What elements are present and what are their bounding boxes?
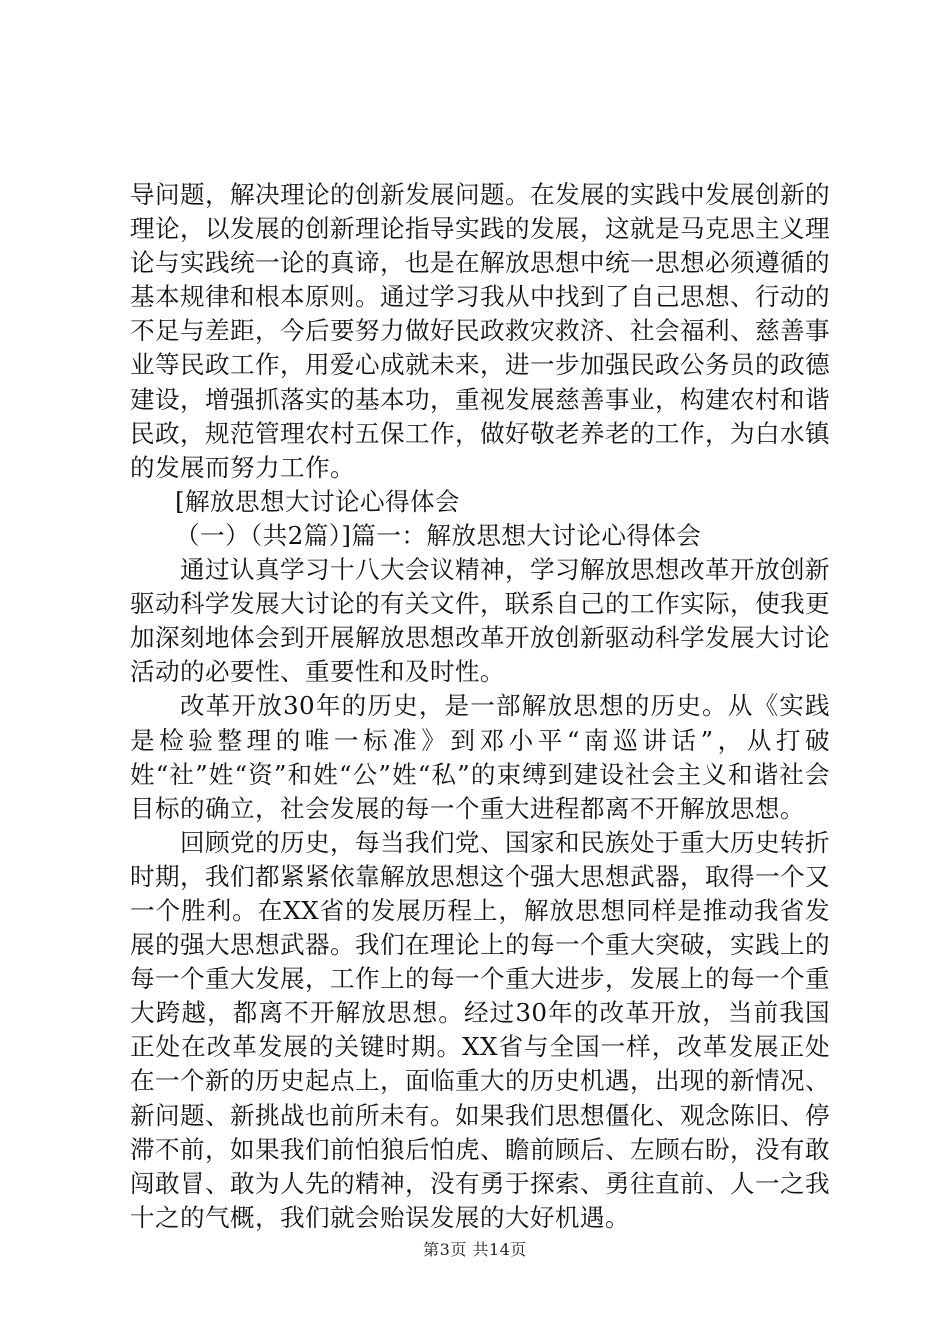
paragraph-party-history: 回顾党的历史，每当我们党、国家和民族处于重大历史转折时期，我们都紧紧依靠解放思想这个强大思想武器，取得一个又一个胜利。在XX省的发展历程上，解放思想同样是推动我省发展的强大思想武器。我们在理论上的每一个重大突破，实践上的每一个重大发展，工作上的每一个重大进步，发展上的每一个重大跨越，都离不开解放思想。经过30年的改革开放，当前我国正处在改革发展的关键时期。XX省与全国一样，改革发展正处在一个新的历史起点上，面临重大的历史机遇，出现的新情况、新问题、新挑战也前所未有。如果我们思想僵化、观念陈旧、停滞不前，如果我们前怕狼后怕虎、瞻前顾后、左顾右盼，没有敢闯敢冒、敢为人先的精神，没有勇于探索、勇往直前、人一之我十之的气概，我们就会贻误发展的大好机遇。 bbox=[130, 827, 830, 1232]
document-body bbox=[130, 178, 830, 1235]
article-title-line-1: [解放思想大讨论心得体会 bbox=[175, 486, 460, 516]
paragraph-reform-history: 改革开放30年的历史，是一部解放思想的历史。从《实践是检验整理的唯一标准》到邓小平“南巡讲话”，从打破姓“社”姓“资”和姓“公”姓“私”的束缚到建设社会主义和谐社会目标的确立，社会发展的每一个重大进程都离不开解放思想。 bbox=[130, 691, 830, 823]
paragraph-continuation: 导问题，解决理论的创新发展问题。在发展的实践中发展创新的理论，以发展的创新理论指导实践的发展，这就是马克思主义理论与实践统一论的真谛，也是在解放思想中统一思想必须遵循的基本规律和根本原则。通过学习我从中找到了自己思想、行动的不足与差距，今后要努力做好民政救灾救济、社会福利、慈善事业等民政工作，用爱心成就未来，进一步加强民政公务员的政德建设，增强抓落实的基本功，重视发展慈善事业，构建农村和谐民政，规范管理农村五保工作，做好敬老养老的工作，为白水镇的发展而努力工作。 bbox=[130, 180, 830, 482]
article-title-line-2: （一）（共2篇）]篇一：解放思想大讨论心得体会 bbox=[175, 520, 702, 550]
page-number-footer: 第3页 共14页 bbox=[423, 1240, 527, 1259]
paragraph-study-intro: 通过认真学习十八大会议精神，学习解放思想改革开放创新驱动科学发展大讨论的有关文件，联系自己的工作实际，使我更加深刻地体会到开展解放思想改革开放创新驱动科学发展大讨论活动的必要性、重要性和及时性。 bbox=[130, 555, 830, 687]
